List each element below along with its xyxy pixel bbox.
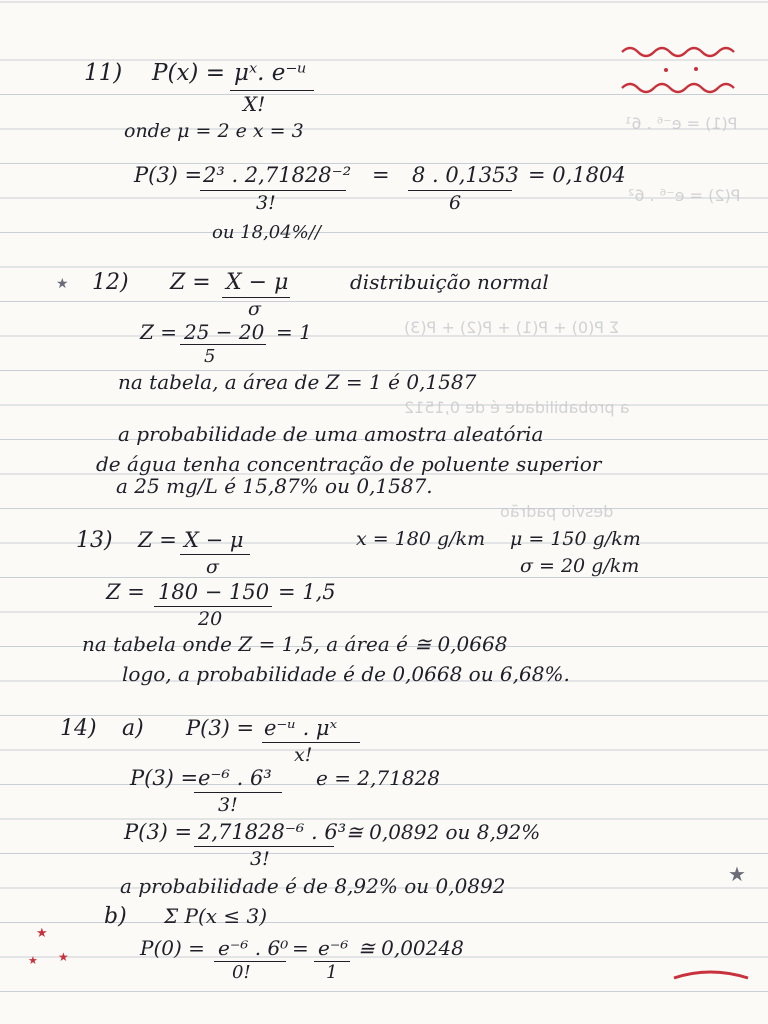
equals-sign: =	[372, 163, 390, 187]
red-wave-doodle	[618, 38, 748, 98]
p3-calc-numerator: 2,71828⁻⁶ . 6³	[198, 820, 347, 844]
p3-calc-result: = 0,1804	[528, 163, 626, 187]
part-a-label: a)	[122, 716, 144, 741]
poisson-formula-lhs: P(3) =	[186, 716, 255, 740]
z-formula-denominator: σ	[248, 298, 261, 320]
problem-12-conclusion-2: de água tenha concentração de poluente superior	[96, 452, 602, 476]
red-star-icon: ★	[28, 954, 38, 967]
fraction-bar	[200, 190, 346, 191]
z-calc-numerator: 180 − 150	[158, 580, 270, 604]
bleed-through-text: P(2) = e⁻⁶ . 6²	[628, 186, 741, 205]
p0-calc-lhs: P(0) =	[140, 936, 205, 960]
p3-calc-lhs: P(3) =	[124, 820, 193, 844]
bleed-through-text: Σ P(0) + P(1) + P(2) + P(3)	[404, 318, 620, 337]
given-x: x = 180 g/km	[356, 528, 486, 550]
p0-calc-result: ≅ 0,00248	[358, 936, 464, 960]
p3-calc-numerator-2: 8 . 0,1353	[412, 163, 519, 187]
z-calc-denominator: 20	[198, 608, 223, 630]
p0-calc-denominator: 0!	[232, 962, 251, 983]
e-constant-value: e = 2,71828	[316, 766, 441, 790]
poisson-formula-denominator: X!	[243, 92, 266, 116]
problem-14-number: 14)	[60, 716, 97, 741]
red-star-icon: ★	[36, 926, 48, 941]
p3-calc-denominator-2: 6	[449, 192, 462, 214]
cumulative-sum: Σ P(x ≤ 3)	[164, 904, 268, 928]
bleed-through-text: a probabilidade é de 0,1512	[404, 398, 630, 417]
red-star-icon: ★	[58, 950, 69, 964]
z-calc-lhs: Z =	[106, 580, 145, 604]
poisson-formula-lhs: P(x) =	[152, 60, 225, 86]
p3-calc-numerator: 2³ . 2,71828⁻²	[203, 163, 352, 187]
fraction-bar	[194, 846, 334, 847]
given-sigma: σ = 20 g/km	[520, 555, 640, 577]
p0-calc-numerator-2: e⁻⁶	[318, 936, 349, 960]
problem-12-number: 12)	[92, 270, 129, 295]
problem-11-number: 11)	[84, 60, 123, 86]
equals-sign: =	[292, 936, 309, 960]
gray-star-icon: ★	[728, 862, 746, 886]
fraction-bar	[154, 606, 272, 607]
fraction-bar	[408, 190, 512, 191]
given-mu: μ = 150 g/km	[510, 528, 641, 550]
problem-11-given: onde μ = 2 e x = 3	[124, 120, 304, 142]
problem-13-number: 13)	[76, 528, 113, 553]
z-calc-result: = 1,5	[278, 580, 336, 604]
bleed-through-text: P(1) = e⁻⁶ . 6¹	[625, 114, 738, 133]
red-edge-mark	[672, 966, 752, 986]
z-calc-numerator: 25 − 20	[184, 320, 265, 344]
fraction-bar	[230, 90, 314, 91]
gray-star-icon: ★	[56, 276, 69, 292]
p3-sub-numerator: e⁻⁶ . 6³	[198, 766, 272, 790]
p3-calc-lhs: P(3) =	[134, 163, 203, 187]
z-calc-denominator: 5	[204, 346, 216, 367]
poisson-formula-denominator: x!	[294, 744, 313, 766]
problem-12-table-lookup: na tabela, a área de Z = 1 é 0,1587	[118, 370, 477, 394]
fraction-bar	[180, 344, 266, 345]
z-formula-lhs: Z =	[170, 270, 211, 295]
problem-12-conclusion-3: a 25 mg/L é 15,87% ou 0,1587.	[116, 474, 433, 498]
fraction-bar	[262, 742, 360, 743]
poisson-formula-numerator: e⁻ᵘ . μˣ	[264, 716, 338, 740]
fraction-bar	[180, 554, 250, 555]
p3-calc-denominator: 3!	[256, 192, 276, 214]
p3-calc-result: ≅ 0,0892 ou 8,92%	[346, 820, 541, 844]
problem-13-table-lookup: na tabela onde Z = 1,5, a área é ≅ 0,0668	[82, 632, 508, 656]
z-formula-numerator: X − μ	[184, 528, 244, 552]
normal-distribution-note: distribuição normal	[350, 270, 549, 294]
z-formula-lhs: Z =	[138, 528, 177, 552]
z-calc-lhs: Z =	[140, 320, 178, 344]
z-formula-denominator: σ	[206, 556, 219, 578]
fraction-bar	[194, 792, 282, 793]
problem-14a-conclusion: a probabilidade é de 8,92% ou 0,0892	[120, 874, 506, 898]
p0-calc-denominator-2: 1	[326, 962, 338, 983]
bleed-through-text: desvio padrão	[500, 502, 614, 521]
p0-calc-numerator: e⁻⁶ . 6⁰	[218, 936, 289, 960]
p3-calc-denominator: 3!	[250, 848, 270, 870]
p3-sub-denominator: 3!	[218, 794, 238, 816]
problem-12-conclusion-1: a probabilidade de uma amostra aleatória	[118, 422, 544, 446]
problem-13-conclusion: logo, a probabilidade é de 0,0668 ou 6,68%.	[122, 662, 570, 686]
part-b-label: b)	[104, 904, 127, 929]
poisson-formula-numerator: μˣ. e⁻ᵘ	[234, 60, 307, 86]
z-calc-result: = 1	[276, 320, 312, 344]
z-formula-numerator: X − μ	[226, 270, 289, 295]
p3-sub-lhs: P(3) =	[130, 766, 199, 790]
problem-11-answer: ou 18,04%//	[212, 222, 321, 243]
